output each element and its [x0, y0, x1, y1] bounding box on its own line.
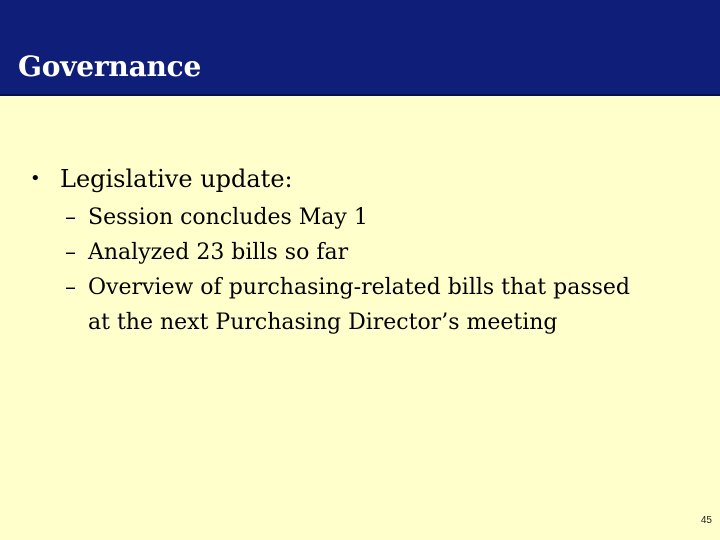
- sub-bullet-list: [30, 200, 690, 340]
- dash-marker: –: [65, 240, 76, 265]
- dash-marker: –: [65, 275, 76, 300]
- sub-bullet-item: [30, 235, 640, 270]
- sub-bullet-text: Overview of purchasing-related bills that passed at the next Purchasing Director’s meeting: [88, 275, 631, 335]
- slide-title: Governance: [18, 50, 202, 83]
- dash-marker: –: [65, 205, 76, 230]
- bullet-item: [30, 160, 690, 198]
- sub-bullet-text: Session concludes May 1: [88, 205, 368, 230]
- bullet-text: Legislative update:: [60, 165, 293, 193]
- sub-bullet-text: Analyzed 23 bills so far: [88, 240, 349, 265]
- page-number: 45: [700, 515, 712, 526]
- bullet-marker: •: [30, 168, 41, 189]
- title-bar: [0, 0, 720, 96]
- sub-bullet-item: [30, 200, 640, 235]
- slide-content: [30, 160, 690, 340]
- sub-bullet-item: [30, 270, 640, 340]
